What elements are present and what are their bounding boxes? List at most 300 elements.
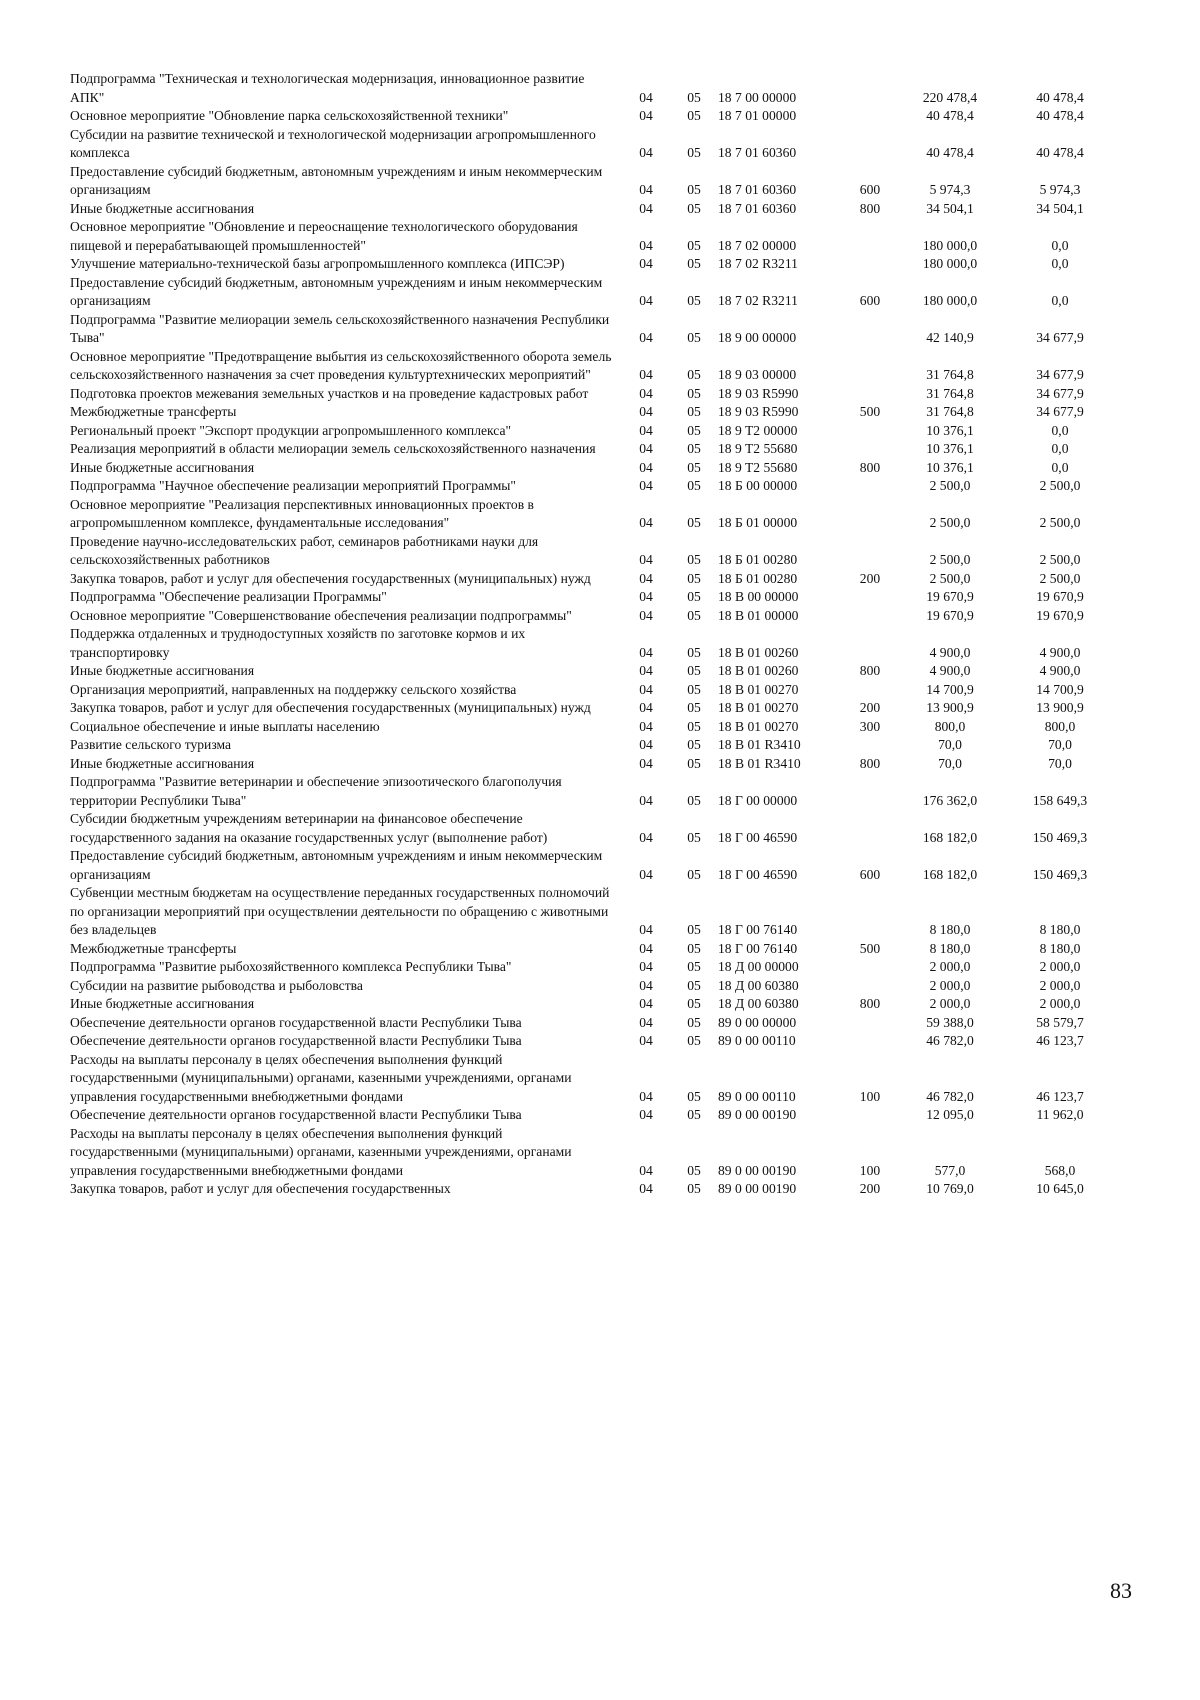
row-sum-year-1: 577,0 — [934, 1162, 966, 1178]
row-section: 04 — [639, 478, 653, 493]
row-sum-year-1: 70,0 — [938, 755, 962, 771]
row-name: Подготовка проектов межевания земельных участков и на проведение кадастровых работ — [70, 385, 589, 401]
row-sum-year-2: 4 900,0 — [1039, 663, 1081, 678]
table-row — [70, 255, 1120, 274]
row-target-article: 18 В 01 00270 — [718, 681, 799, 697]
row-sum-year-2: 70,0 — [1048, 737, 1072, 752]
row-sum-year-2: 800,0 — [1044, 718, 1076, 734]
row-subsection: 05 — [687, 607, 701, 623]
row-sum-year-1: 168 182,0 — [922, 866, 978, 882]
table-row — [70, 70, 1120, 107]
row-name: Иные бюджетные ассигнования — [70, 663, 255, 678]
row-expense-type — [840, 70, 900, 107]
row-sum-year-1: 2 500,0 — [929, 515, 971, 530]
row-expense-type — [840, 773, 900, 810]
row-target-article: 18 Б 01 00280 — [718, 570, 798, 586]
row-section: 04 — [639, 108, 653, 123]
row-name: Иные бюджетные ассигнования — [70, 459, 255, 475]
row-subsection: 05 — [687, 663, 701, 678]
row-subsection: 05 — [687, 552, 701, 567]
row-sum-year-1: 8 180,0 — [929, 940, 971, 956]
row-subsection: 05 — [687, 755, 701, 771]
row-sum-year-1: 176 362,0 — [922, 792, 978, 808]
row-sum-year-2: 34 677,9 — [1036, 367, 1084, 382]
row-sum-year-2: 0,0 — [1051, 237, 1069, 253]
row-target-article: 18 9 03 R5990 — [718, 385, 799, 401]
row-target-article: 18 Д 00 60380 — [718, 996, 799, 1011]
row-expense-type — [840, 810, 900, 847]
row-expense-type — [840, 477, 900, 496]
row-target-article: 18 9 T2 55680 — [718, 459, 798, 475]
row-expense-type — [840, 422, 900, 441]
table-row — [70, 1125, 1120, 1181]
row-section: 04 — [639, 1014, 653, 1030]
row-sum-year-2: 2 500,0 — [1039, 570, 1081, 586]
row-section: 04 — [639, 996, 653, 1011]
row-target-article: 18 Б 01 00000 — [718, 515, 798, 530]
row-target-article: 18 9 00 00000 — [718, 330, 797, 345]
row-section: 04 — [639, 681, 653, 697]
row-target-article: 89 0 00 00110 — [718, 1088, 796, 1104]
row-section: 04 — [639, 367, 653, 382]
row-sum-year-2: 46 123,7 — [1036, 1088, 1084, 1104]
row-subsection: 05 — [687, 1107, 701, 1122]
row-section: 04 — [639, 200, 653, 216]
row-expense-type: 100 — [859, 1088, 881, 1104]
row-section: 04 — [639, 145, 653, 160]
row-expense-type — [840, 107, 900, 126]
row-target-article: 18 Б 00 00000 — [718, 478, 798, 493]
row-sum-year-2: 19 670,9 — [1036, 589, 1084, 604]
row-name: Обеспечение деятельности органов государственной власти Республики Тыва — [70, 1014, 522, 1030]
row-section: 04 — [639, 330, 653, 345]
row-section: 04 — [639, 700, 653, 715]
row-target-article: 89 0 00 00190 — [718, 1107, 797, 1122]
table-row — [70, 681, 1120, 700]
row-subsection: 05 — [687, 718, 701, 734]
row-section: 04 — [639, 422, 653, 438]
row-subsection: 05 — [687, 922, 701, 937]
row-section: 04 — [639, 1107, 653, 1122]
row-subsection: 05 — [687, 1181, 701, 1196]
row-target-article: 18 Г 00 00000 — [718, 792, 798, 808]
row-sum-year-2: 40 478,4 — [1036, 108, 1084, 123]
row-target-article: 18 В 01 00260 — [718, 663, 799, 678]
row-sum-year-1: 2 000,0 — [929, 959, 971, 974]
row-subsection: 05 — [687, 89, 701, 105]
table-row — [70, 274, 1120, 311]
row-expense-type — [840, 588, 900, 607]
row-sum-year-2: 2 500,0 — [1039, 478, 1081, 493]
row-target-article: 18 В 01 00000 — [718, 607, 799, 623]
row-sum-year-2: 34 677,9 — [1036, 330, 1084, 345]
row-target-article: 18 Г 00 76140 — [718, 940, 798, 956]
table-row — [70, 736, 1120, 755]
row-subsection: 05 — [687, 866, 701, 882]
row-expense-type — [840, 533, 900, 570]
row-expense-type: 800 — [859, 755, 881, 771]
row-expense-type — [840, 1014, 900, 1033]
row-sum-year-2: 2 000,0 — [1039, 959, 1081, 974]
table-row — [70, 126, 1120, 163]
row-sum-year-1: 10 376,1 — [926, 422, 974, 438]
row-expense-type — [840, 1106, 900, 1125]
row-sum-year-2: 40 478,4 — [1036, 145, 1084, 160]
row-expense-type — [840, 218, 900, 255]
row-section: 04 — [639, 940, 653, 956]
row-name: Предоставление субсидий бюджетным, автономным учреждениям и иным некоммерческим организациям — [70, 163, 603, 197]
row-section: 04 — [639, 237, 653, 253]
table-row — [70, 977, 1120, 996]
table-row — [70, 107, 1120, 126]
row-sum-year-2: 0,0 — [1051, 293, 1069, 308]
row-subsection: 05 — [687, 940, 701, 956]
row-sum-year-2: 70,0 — [1048, 755, 1072, 771]
row-expense-type: 600 — [859, 293, 881, 308]
row-sum-year-2: 34 677,9 — [1036, 385, 1084, 401]
row-subsection: 05 — [687, 478, 701, 493]
row-subsection: 05 — [687, 422, 701, 438]
row-sum-year-1: 168 182,0 — [922, 829, 978, 845]
row-sum-year-2: 0,0 — [1051, 256, 1069, 271]
row-target-article: 18 7 02 R3211 — [718, 256, 798, 271]
row-target-article: 18 7 01 00000 — [718, 108, 797, 123]
row-name: Обеспечение деятельности органов государственной власти Республики Тыва — [70, 1033, 522, 1048]
row-sum-year-1: 10 769,0 — [926, 1181, 974, 1196]
row-sum-year-1: 2 500,0 — [929, 478, 971, 493]
row-target-article: 18 7 01 60360 — [718, 182, 797, 197]
row-subsection: 05 — [687, 589, 701, 604]
row-expense-type — [840, 385, 900, 404]
row-name: Подпрограмма "Развитие мелиорации земель сельскохозяйственного назначения Республики Тыва" — [70, 311, 610, 345]
table-row — [70, 1014, 1120, 1033]
table-row — [70, 570, 1120, 589]
row-name: Предоставление субсидий бюджетным, автономным учреждениям и иным некоммерческим организациям — [70, 274, 603, 308]
row-sum-year-2: 150 469,3 — [1032, 829, 1088, 845]
table-row — [70, 200, 1120, 219]
row-subsection: 05 — [687, 330, 701, 345]
row-sum-year-2: 2 000,0 — [1039, 996, 1081, 1011]
row-sum-year-1: 5 974,3 — [929, 182, 971, 197]
row-name: Закупка товаров, работ и услуг для обеспечения государственных (муниципальных) нужд — [70, 570, 591, 586]
row-target-article: 18 Д 00 00000 — [718, 959, 799, 974]
row-subsection: 05 — [687, 293, 701, 308]
row-sum-year-1: 800,0 — [934, 718, 966, 734]
row-subsection: 05 — [687, 1162, 701, 1178]
row-section: 04 — [639, 515, 653, 530]
row-name: Социальное обеспечение и иные выплаты населению — [70, 718, 380, 734]
table-row — [70, 958, 1120, 977]
row-sum-year-1: 19 670,9 — [926, 607, 974, 623]
row-expense-type: 200 — [859, 570, 881, 586]
row-target-article: 18 9 T2 55680 — [718, 441, 798, 456]
page-number: 83 — [1110, 1578, 1132, 1603]
row-subsection: 05 — [687, 1033, 701, 1048]
row-subsection: 05 — [687, 700, 701, 715]
row-sum-year-1: 13 900,9 — [926, 700, 974, 715]
row-expense-type: 800 — [859, 459, 881, 475]
row-target-article: 18 7 01 60360 — [718, 200, 797, 216]
row-subsection: 05 — [687, 570, 701, 586]
row-expense-type: 200 — [859, 1181, 881, 1196]
row-name: Субвенции местным бюджетам на осуществление переданных государственных полномочий по организации мероприятий при осуществлении деятельности по обращению с животными без владельцев — [70, 885, 610, 937]
table-row — [70, 440, 1120, 459]
row-subsection: 05 — [687, 1088, 701, 1104]
row-sum-year-2: 34 677,9 — [1036, 404, 1084, 419]
row-sum-year-2: 2 500,0 — [1039, 515, 1081, 530]
row-sum-year-2: 10 645,0 — [1036, 1181, 1084, 1196]
row-section: 04 — [639, 570, 653, 586]
row-section: 04 — [639, 256, 653, 271]
row-subsection: 05 — [687, 367, 701, 382]
row-sum-year-2: 8 180,0 — [1039, 922, 1081, 937]
row-name: Проведение научно-исследовательских работ, семинаров работниками науки для сельскохозяйственных работников — [70, 533, 539, 567]
row-sum-year-2: 14 700,9 — [1036, 681, 1084, 697]
row-expense-type: 800 — [859, 200, 881, 216]
row-name: Подпрограмма "Обеспечение реализации Программы" — [70, 589, 387, 604]
row-target-article: 18 7 01 60360 — [718, 145, 797, 160]
row-expense-type — [840, 958, 900, 977]
row-target-article: 18 В 01 00270 — [718, 700, 799, 715]
table-row — [70, 1051, 1120, 1107]
row-sum-year-1: 46 782,0 — [926, 1033, 974, 1048]
row-sum-year-2: 0,0 — [1051, 459, 1069, 475]
row-target-article: 18 В 00 00000 — [718, 589, 799, 604]
row-target-article: 18 Г 00 76140 — [718, 922, 798, 937]
row-expense-type: 600 — [859, 866, 881, 882]
row-target-article: 18 Г 00 46590 — [718, 829, 798, 845]
table-row — [70, 311, 1120, 348]
row-subsection: 05 — [687, 385, 701, 401]
row-sum-year-1: 2 500,0 — [929, 552, 971, 567]
row-sum-year-1: 8 180,0 — [929, 922, 971, 937]
row-name: Основное мероприятие "Совершенствование обеспечения реализации подпрограммы" — [70, 607, 572, 623]
row-sum-year-1: 14 700,9 — [926, 681, 974, 697]
table-row — [70, 810, 1120, 847]
row-name: Закупка товаров, работ и услуг для обеспечения государственных (муниципальных) нужд — [70, 700, 591, 715]
row-sum-year-2: 46 123,7 — [1036, 1033, 1084, 1048]
row-subsection: 05 — [687, 182, 701, 197]
row-name: Межбюджетные трансферты — [70, 404, 237, 419]
row-sum-year-1: 180 000,0 — [922, 293, 978, 308]
row-section: 04 — [639, 459, 653, 475]
row-target-article: 18 Г 00 46590 — [718, 866, 798, 882]
row-section: 04 — [639, 385, 653, 401]
row-section: 04 — [639, 866, 653, 882]
row-sum-year-1: 42 140,9 — [926, 330, 974, 345]
row-target-article: 18 7 02 R3211 — [718, 293, 798, 308]
table-row — [70, 218, 1120, 255]
row-sum-year-2: 58 579,7 — [1036, 1014, 1084, 1030]
row-expense-type: 800 — [859, 996, 881, 1011]
row-sum-year-1: 2 000,0 — [929, 977, 971, 993]
row-subsection: 05 — [687, 459, 701, 475]
row-expense-type — [840, 736, 900, 755]
row-section: 04 — [639, 959, 653, 974]
row-name: Предоставление субсидий бюджетным, автономным учреждениям и иным некоммерческим организациям — [70, 848, 603, 882]
row-subsection: 05 — [687, 237, 701, 253]
row-name: Обеспечение деятельности органов государственной власти Республики Тыва — [70, 1107, 522, 1122]
row-subsection: 05 — [687, 256, 701, 271]
row-sum-year-1: 180 000,0 — [922, 237, 978, 253]
table-row — [70, 995, 1120, 1014]
row-name: Поддержка отдаленных и труднодоступных хозяйств по заготовке кормов и их транспортировку — [70, 626, 526, 660]
row-name: Подпрограмма "Развитие ветеринарии и обеспечение эпизоотического благополучия территории Республики Тыва" — [70, 774, 562, 808]
row-subsection: 05 — [687, 1014, 701, 1030]
row-target-article: 18 9 03 00000 — [718, 367, 797, 382]
row-name: Субсидии бюджетным учреждениям ветеринарии на финансовое обеспечение государственного задания на оказание государственных услуг (выполнение работ) — [70, 811, 548, 845]
row-section: 04 — [639, 792, 653, 808]
table-row — [70, 847, 1120, 884]
row-sum-year-1: 12 095,0 — [926, 1107, 974, 1122]
row-subsection: 05 — [687, 441, 701, 456]
row-name: Организация мероприятий, направленных на поддержку сельского хозяйства — [70, 681, 517, 697]
row-expense-type — [840, 126, 900, 163]
row-name: Расходы на выплаты персоналу в целях обеспечения выполнения функций государственными (муниципальными) органами, казенными учреждениями, органами управления государственными внебюджетными фондами — [70, 1125, 572, 1178]
row-section: 04 — [639, 755, 653, 771]
row-name: Иные бюджетные ассигнования — [70, 755, 255, 771]
row-sum-year-2: 19 670,9 — [1036, 607, 1084, 623]
row-name: Основное мероприятие "Предотвращение выбытия из сельскохозяйственного оборота земель сельскохозяйственного назначения за счет проведения культуртехнических мероприятий" — [70, 348, 612, 382]
row-sum-year-2: 13 900,9 — [1036, 700, 1084, 715]
row-expense-type: 500 — [859, 940, 881, 956]
table-row — [70, 348, 1120, 385]
row-expense-type — [840, 977, 900, 996]
row-name: Иные бюджетные ассигнования — [70, 200, 255, 216]
row-sum-year-1: 31 764,8 — [926, 385, 974, 401]
row-target-article: 89 0 00 00000 — [718, 1014, 797, 1030]
row-target-article: 18 9 T2 00000 — [718, 422, 798, 438]
row-target-article: 18 В 01 R3410 — [718, 737, 801, 752]
row-expense-type — [840, 255, 900, 274]
table-row — [70, 533, 1120, 570]
table-row — [70, 1106, 1120, 1125]
row-section: 04 — [639, 607, 653, 623]
row-subsection: 05 — [687, 404, 701, 419]
table-row — [70, 1032, 1120, 1051]
row-expense-type: 800 — [859, 663, 881, 678]
row-name: Субсидии на развитие технической и технологической модернизации агропромышленного комплекса — [70, 126, 596, 160]
row-sum-year-1: 10 376,1 — [926, 459, 974, 475]
table-row — [70, 422, 1120, 441]
row-name: Реализация мероприятий в области мелиорации земель сельскохозяйственного назначения — [70, 441, 596, 456]
row-target-article: 18 7 02 00000 — [718, 237, 797, 253]
row-expense-type: 300 — [859, 718, 881, 734]
row-expense-type: 100 — [859, 1162, 881, 1178]
row-sum-year-1: 4 900,0 — [929, 663, 971, 678]
row-expense-type: 600 — [859, 182, 881, 197]
row-name: Межбюджетные трансферты — [70, 940, 237, 956]
row-expense-type — [840, 440, 900, 459]
table-row — [70, 385, 1120, 404]
row-sum-year-1: 34 504,1 — [926, 200, 974, 216]
row-expense-type: 500 — [859, 404, 881, 419]
row-target-article: 18 7 00 00000 — [718, 89, 797, 105]
row-name: Подпрограмма "Научное обеспечение реализации мероприятий Программы" — [70, 478, 516, 493]
table-row — [70, 625, 1120, 662]
table-row — [70, 163, 1120, 200]
row-section: 04 — [639, 922, 653, 937]
row-subsection: 05 — [687, 792, 701, 808]
row-sum-year-2: 11 962,0 — [1036, 1107, 1084, 1122]
row-section: 04 — [639, 552, 653, 567]
table-row — [70, 940, 1120, 959]
row-name: Развитие сельского туризма — [70, 737, 232, 752]
table-row — [70, 699, 1120, 718]
row-sum-year-2: 8 180,0 — [1039, 940, 1081, 956]
row-sum-year-1: 4 900,0 — [929, 644, 971, 660]
row-expense-type — [840, 607, 900, 626]
row-target-article: 89 0 00 00190 — [718, 1162, 797, 1178]
table-row — [70, 607, 1120, 626]
table-row — [70, 662, 1120, 681]
row-target-article: 18 В 01 00260 — [718, 644, 799, 660]
row-subsection: 05 — [687, 681, 701, 697]
row-sum-year-2: 4 900,0 — [1039, 644, 1081, 660]
row-sum-year-2: 0,0 — [1051, 441, 1069, 456]
row-name: Подпрограмма "Развитие рыбохозяйственного комплекса Республики Тыва" — [70, 959, 512, 974]
table-row — [70, 403, 1120, 422]
row-target-article: 89 0 00 00190 — [718, 1181, 797, 1196]
row-section: 04 — [639, 977, 653, 993]
table-row — [70, 459, 1120, 478]
row-name: Субсидии на развитие рыбоводства и рыболовства — [70, 977, 363, 993]
row-name: Иные бюджетные ассигнования — [70, 996, 255, 1011]
row-expense-type — [840, 348, 900, 385]
row-section: 04 — [639, 737, 653, 752]
row-subsection: 05 — [687, 737, 701, 752]
table-row — [70, 884, 1120, 940]
row-sum-year-1: 2 500,0 — [929, 570, 971, 586]
row-section: 04 — [639, 663, 653, 678]
row-sum-year-1: 19 670,9 — [926, 589, 974, 604]
table-row — [70, 718, 1120, 737]
row-section: 04 — [639, 1162, 653, 1178]
row-subsection: 05 — [687, 996, 701, 1011]
row-section: 04 — [639, 589, 653, 604]
table-row — [70, 773, 1120, 810]
row-sum-year-2: 34 504,1 — [1036, 200, 1084, 216]
row-sum-year-2: 2 500,0 — [1039, 552, 1081, 567]
row-subsection: 05 — [687, 959, 701, 974]
row-expense-type — [840, 311, 900, 348]
row-section: 04 — [639, 1181, 653, 1196]
row-target-article: 18 В 01 00270 — [718, 718, 799, 734]
row-section: 04 — [639, 89, 653, 105]
row-sum-year-2: 150 469,3 — [1032, 866, 1088, 882]
document-page — [70, 70, 1120, 1199]
row-name: Закупка товаров, работ и услуг для обеспечения государственных — [70, 1181, 451, 1196]
table-row — [70, 496, 1120, 533]
row-section: 04 — [639, 644, 653, 660]
row-section: 04 — [639, 829, 653, 845]
row-sum-year-1: 40 478,4 — [926, 145, 974, 160]
row-expense-type — [840, 1032, 900, 1051]
row-sum-year-1: 31 764,8 — [926, 404, 974, 419]
row-subsection: 05 — [687, 200, 701, 216]
row-name: Расходы на выплаты персоналу в целях обеспечения выполнения функций государственными (муниципальными) органами, казенными учреждениями, органами управления государственными внебюджетными фондами — [70, 1051, 572, 1104]
row-section: 04 — [639, 718, 653, 734]
row-target-article: 18 Д 00 60380 — [718, 977, 799, 993]
row-section: 04 — [639, 404, 653, 419]
row-sum-year-1: 40 478,4 — [926, 108, 974, 123]
row-expense-type — [840, 884, 900, 940]
row-name: Основное мероприятие "Обновление и переоснащение технологического оборудования пищевой и перерабатывающей промышленностей" — [70, 219, 578, 253]
row-sum-year-2: 40 478,4 — [1036, 89, 1084, 105]
row-sum-year-2: 2 000,0 — [1039, 977, 1081, 993]
row-subsection: 05 — [687, 977, 701, 993]
row-target-article: 89 0 00 00110 — [718, 1033, 796, 1048]
